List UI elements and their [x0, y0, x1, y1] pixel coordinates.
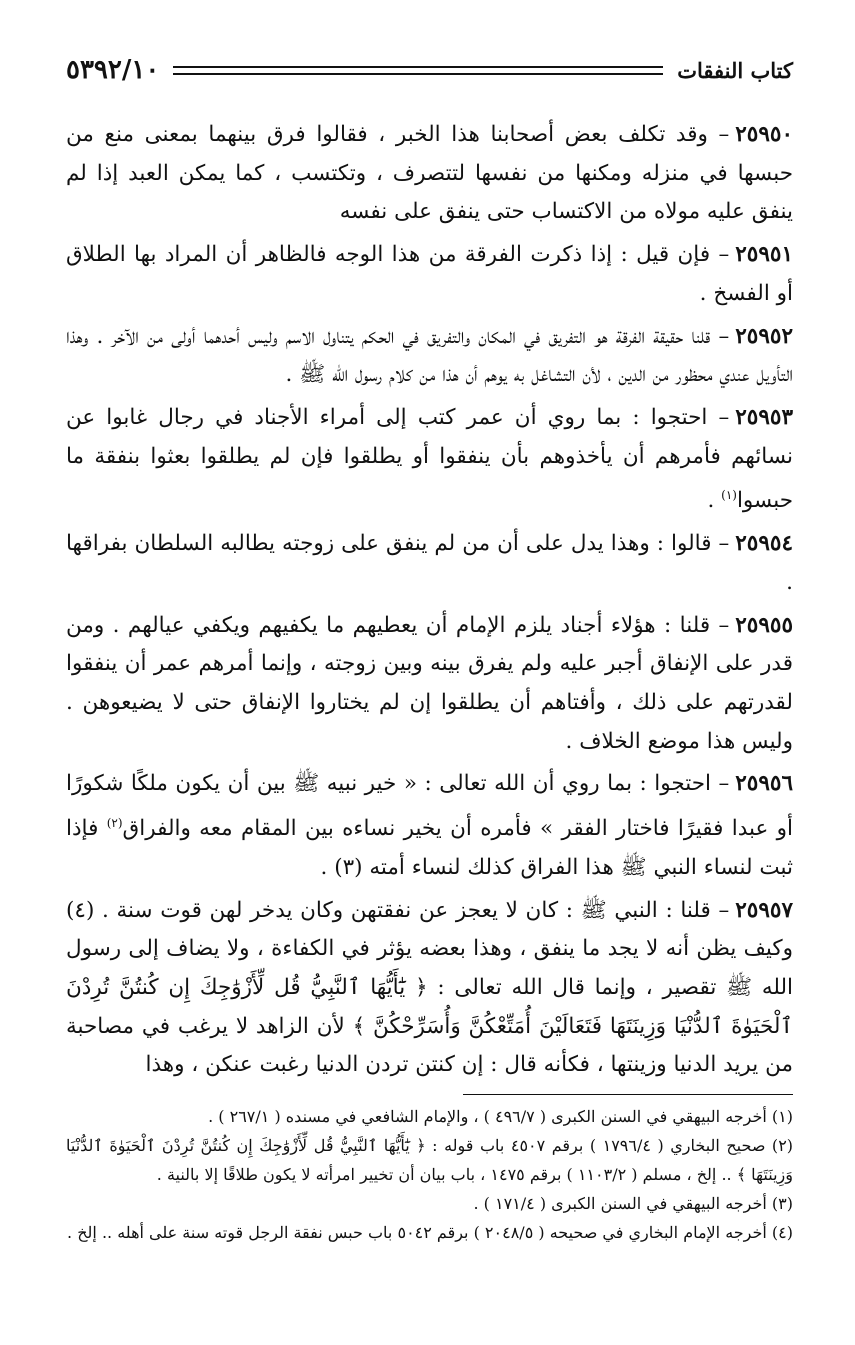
footnote-2: (٢) صحيح البخاري ( ١٧٩٦/٤ ) برقم ٤٥٠٧ باب قوله : ﴿ يَٰٓأَيُّهَا ٱلنَّبِيُّ قُل لِّأَزْوَٰجِكَ إِن كُنتُنَّ تُرِدْنَ ٱلْحَيَوٰةَ ٱلدُّنْيَا وَزِينَتَهَا ﴾ .. إلخ ، مسلم ( ١١٠٣/٢ ) برقم ١٤٧٥ ، باب بيان أن تخيير امرأته لا يكون طلاقًا إلا بالنية . — [66, 1136, 794, 1184]
paragraph-25956 — [66, 765, 793, 887]
paragraph-25957 — [66, 892, 793, 1086]
paragraph-text: – قالوا : وهذا يدل على أن من لم ينفق على زوجته يطالبه السلطان بفراقها . — [66, 531, 793, 595]
paragraph-text: – قلنا : النبي ﷺ : كان لا يعجز عن نفقتهن وكان يدخر لهن قوت سنة . (٤) وكيف يظن أنه لا يجد ما ينفق ، وهذا بعضه يؤثر في الكفاءة ، ولا يضاف إلى رسول الله ﷺ تقصير ، وإنما قال الله تعالى : ﴿ يَٰٓأَيُّهَا ٱلنَّبِيُّ قُل لِّأَزْوَٰجِكَ إِن كُنتُنَّ تُرِدْنَ ٱلْحَيَوٰةَ ٱلدُّنْيَا وَزِينَتَهَا فَتَعَالَيْنَ أُمَتِّعْكُنَّ وَأُسَرِّحْكُنَّ ﴾ لأن الزاهد لا يرغب في مصاحبة من يريد الدنيا وزينتها ، فكأنه قال : إن كنتن تردن الدنيا رغبت عنكن ، وهذا — [66, 897, 793, 1078]
paragraph-25952 — [66, 318, 793, 395]
paragraph-25954 — [66, 525, 793, 602]
footnote-marker: (١) — [721, 488, 737, 503]
footnotes — [66, 1102, 793, 1247]
paragraph-number: ٢٥٩٥٠ — [735, 122, 793, 147]
paragraph-text: – فإن قيل : إذا ذكرت الفرقة من هذا الوجه فالظاهر أن المراد بها الطلاق أو الفسخ . — [66, 242, 793, 306]
paragraph-text: – قلنا حقيقة الفرقة هو التفريق في المكان والتفريق في الحكم يتناول الاسم وليس أحدهما أولى من الآخر . وهذا التأويل عندي محظور من الدين ، لأن التشاغل به يوهم أن هذا من كلام رسول الله ﷺ . — [66, 323, 793, 388]
paragraph-tail: فإذا ثبت لنساء النبي ﷺ هذا الفراق كذلك لنساء أمته (٣) . — [66, 816, 793, 880]
book-title: كتاب النفقات — [677, 57, 793, 83]
paragraph-number: ٢٥٩٥٤ — [735, 531, 793, 557]
paragraph-number: ٢٥٩٥٣ — [735, 404, 793, 430]
paragraph-number: ٢٥٩٥٦ — [735, 771, 793, 797]
page-header — [66, 52, 793, 88]
paragraph-text: – احتجوا : بما روي أن عمر كتب إلى أمراء الأجناد في رجال غابوا عن نسائهم فأمرهم أن يأخذوهم بأن ينفقوا أو يطلقوا فإن لم يطلقوا بعثوا بنفقة ما حبسوا — [66, 404, 793, 514]
paragraph-number: ٢٥٩٥١ — [735, 242, 793, 268]
paragraph-text: – وقد تكلف بعض أصحابنا هذا الخبر ، فقالوا فرق بينهما بمعنى منع من حبسها في منزله ومكنها من نفسها لتتصرف ، وتكتسب ، كما يمكن العبد إذا لم ينفق عليه مولاه من الاكتساب حتى ينفق على نفسه — [66, 122, 793, 225]
paragraph-number: ٢٥٩٥٧ — [735, 897, 793, 923]
paragraph-25953 — [66, 399, 793, 521]
paragraph-tail: . — [707, 488, 722, 514]
footnote-separator — [463, 1094, 793, 1095]
footnote-marker: (٢) — [106, 816, 123, 831]
footnote-4: (٤) أخرجه الإمام البخاري في صحيحه ( ٢٠٤٨/٥ ) برقم ٥٠٤٢ باب حبس نفقة الرجل قوته سنة على أهله .. إلخ . — [67, 1223, 793, 1242]
paragraph-text: – احتجوا : بما روي أن الله تعالى : « خير نبيه ﷺ بين أن يكون ملكًا شكورًا أو عبدا فقيرًا فاختار الفقر » فأمره أن يخير نساءه بين المقام معه والفراق — [66, 771, 793, 842]
paragraph-25951 — [66, 236, 793, 313]
paragraph-25955 — [66, 607, 793, 762]
header-rule — [173, 66, 663, 75]
main-text — [66, 116, 793, 1089]
page-reference: ٥٣٩٢/١٠ — [66, 55, 160, 85]
footnote-3: (٣) أخرجه البيهقي في السنن الكبرى ( ١٧١/٤ ) . — [473, 1194, 793, 1213]
footnote-1: (١) أخرجه البيهقي في السنن الكبرى ( ٤٩٦/٧ ) ، والإمام الشافعي في مسنده ( ٢٦٧/١ ) . — [208, 1107, 793, 1126]
paragraph-25950 — [66, 116, 793, 232]
paragraph-number: ٢٥٩٥٥ — [735, 612, 793, 638]
paragraph-text: – قلنا : هؤلاء أجناد يلزم الإمام أن يعطيهم ما يكفيهم ويكفي عيالهم . ومن قدر على الإنفاق أجبر عليه ولم يفرق بينه وبين زوجته ، وإنما أمرهم عمر أن ينفقوا لقدرتهم على ذلك ، وأفتاهم أن يطلقوا إن لم يختاروا الإنفاق حتى لا يضيعوهن . وليس هذا موضع الخلاف . — [66, 612, 793, 754]
paragraph-number: ٢٥٩٥٢ — [735, 323, 793, 349]
